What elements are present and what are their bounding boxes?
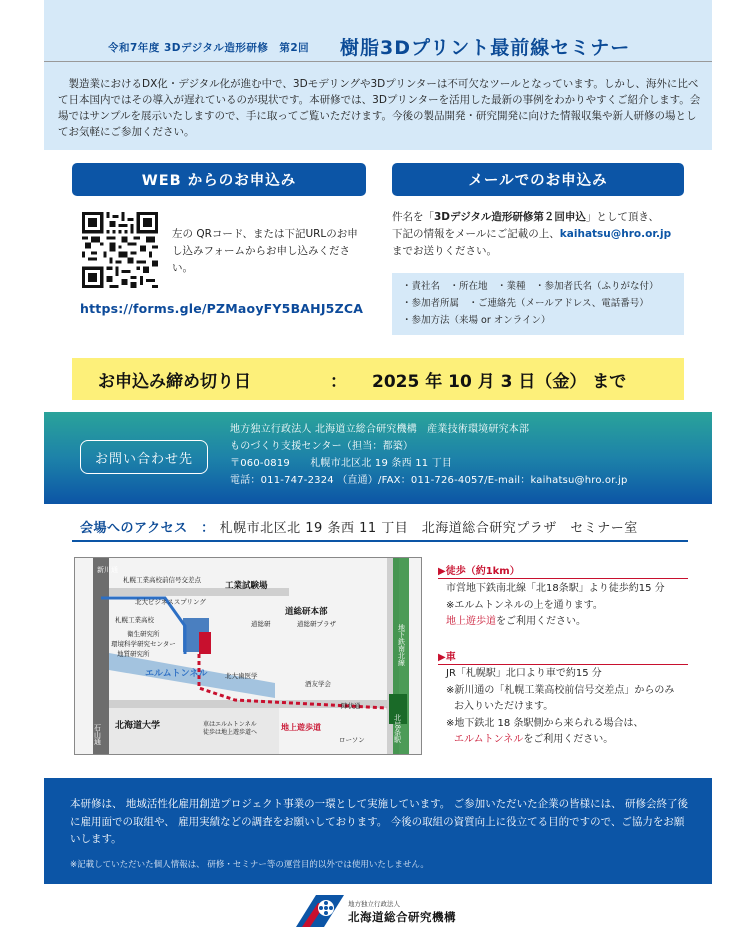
mail-line1-pre: 件名を「 xyxy=(392,211,434,223)
car-tail: をご利用ください。 xyxy=(523,734,614,745)
logo-name: 北海道総合研究機構 xyxy=(348,910,456,924)
car-line: ※地下鉄北 18 条駅側から来られる場合は、 xyxy=(446,717,644,729)
car-line: JR「札幌駅」北口より車で約15 分 xyxy=(446,668,602,679)
mail-line3: までお送りください。 xyxy=(392,245,497,257)
hro-logo-icon xyxy=(296,893,344,929)
deadline-date: 2025 年 10 月 3 日（金） まで xyxy=(372,371,627,392)
header-panel xyxy=(44,0,712,150)
footer-text: 本研修は、 地域活性化雇用創造プロジェクト事業の一環として実施しています。 ご参加いただいた企業の皆様には、 研修会終了後に雇用面での取組や、 雇用実績などの調査をお願いしております。 今後の取組の資質向上に役立てる目的ですので、ご協力をお願いします。 xyxy=(70,798,688,845)
map-label: 地質研究所 xyxy=(117,651,150,658)
walk-line: 市営地下鉄南北線「北18条駅」より徒歩約15 分 xyxy=(446,583,665,594)
map-label: 新川通 xyxy=(97,567,118,574)
map-label: 環境科学研究センター xyxy=(111,641,176,648)
access-label: 会場へのアクセス ： xyxy=(80,521,215,536)
qr-description: 左の QRコード、または下記URLのお申し込みフォームからお申し込みください。 xyxy=(172,228,358,274)
map-label: 道総研本部 xyxy=(285,606,328,616)
walk-tail: をご利用ください。 xyxy=(496,616,586,627)
car-tunnel-name: エルムトンネル xyxy=(454,734,524,745)
contact-details xyxy=(230,421,700,489)
organization-logo xyxy=(296,893,466,931)
mail-subject: 3Dデジタル造形研修第２回申込 xyxy=(434,211,586,223)
map-label: 札幌工業高校前信号交差点 xyxy=(123,577,201,584)
qr-code-icon[interactable] xyxy=(82,212,158,288)
mail-application-heading: メールでのお申込み xyxy=(392,163,684,196)
car-directions xyxy=(446,666,696,749)
mail-instructions xyxy=(392,209,692,260)
building-honbu xyxy=(199,632,211,654)
map-label: 北大ビジネススプリング xyxy=(135,599,206,606)
walk-line: ※エルムトンネルの上を通ります。 xyxy=(446,599,603,611)
required-info-item: ・参加方法（来場 or オンライン） xyxy=(402,315,551,326)
map-label: 北大歯医学 xyxy=(225,673,258,680)
map-label: エルムトンネル xyxy=(145,668,208,678)
intro-paragraph: 製造業におけるDX化・デジタル化が進む中で、3Dモデリングや3Dプリンターは不可欠なツールとなっています。しかし、海外に比べて日本国内ではその導入が遅れているのが現状です。本研修では、3Dプリンターを活用した最新の事例をわかりやすくご紹介します。会場ではサンプルを展示いたしますので、手に取ってご覧いただけます。今後の製品開発・研究開発に向けた情報収集や新人研修の場としてお気軽にご参加ください。 xyxy=(58,78,701,138)
map-label: 地下鉄南北線 xyxy=(397,624,405,666)
mail-line2-pre: 下記の情報をメールにご記載の上、 xyxy=(392,228,560,240)
map-label: 北18条駅 xyxy=(393,714,401,743)
map-label: 陣状通 xyxy=(341,703,361,710)
access-map xyxy=(74,557,422,755)
map-label: 酒友学会 xyxy=(305,681,331,688)
seminar-subtitle: 令和7年度 3Dデジタル造形研修 第2回 xyxy=(108,42,310,54)
venue-address: 札幌市北区北 19 条西 11 丁目 北海道総合研究プラザ セミナー室 xyxy=(219,521,638,536)
map-label: 北海道大学 xyxy=(115,720,161,730)
privacy-note: ※記載していただいた個人情報は、 研修・セミナー等の運営目的以外では使用いたしません。 xyxy=(70,860,429,870)
map-label: 徒歩は地上遊歩道へ xyxy=(203,730,258,736)
car-heading: ▶車 xyxy=(438,648,688,665)
deadline-label: お申込み締め切り日 xyxy=(98,371,251,392)
contact-dept: ものづくり支援センター（担当：都築） xyxy=(230,441,414,452)
deadline-banner xyxy=(72,358,684,400)
logo-subtitle: 地方独立行政法人 xyxy=(348,900,400,908)
walk-directions xyxy=(446,581,696,631)
required-info-item: ・参加者所属 ・ご連絡先（メールアドレス、電話番号） xyxy=(402,298,649,309)
map-label: ローソン xyxy=(339,737,365,744)
map-label: 衛生研究所 xyxy=(127,631,160,638)
walk-heading: ▶徒歩（約1km） xyxy=(438,562,688,579)
map-label: 道総研プラザ xyxy=(297,621,336,628)
map-label: 地上遊歩道 xyxy=(281,723,321,732)
access-heading xyxy=(80,517,638,536)
contact-org: 地方独立行政法人 北海道立総合研究機構 産業技術環境研究本部 xyxy=(230,424,530,435)
car-line: ※新川通の「札幌工業高校前信号交差点」からのみ xyxy=(446,684,675,696)
title-row xyxy=(44,28,712,62)
required-info-item: ・責社名 ・所在地 ・業種 ・参加者氏名（ふりがな付） xyxy=(402,281,659,292)
map-label: 車はエルムトンネル xyxy=(203,722,257,728)
web-application-heading: WEB からのお申込み xyxy=(72,163,366,196)
seminar-title: 樹脂3Dプリント最前線セミナー xyxy=(340,37,631,59)
contact-panel xyxy=(44,412,712,504)
map-label: 道総研 xyxy=(251,621,271,628)
map-label: 石山通 xyxy=(93,724,101,745)
walk-path-name: 地上遊歩道 xyxy=(446,616,496,627)
application-form-link[interactable]: https://forms.gle/PZMaoyFY5BAHJ5ZCA xyxy=(80,301,364,316)
map-label: 工業試験場 xyxy=(225,580,268,590)
contact-address: 〒060-0819 札幌市北区北 19 条西 11 丁目 xyxy=(230,458,453,469)
map-label: 札幌工業高校 xyxy=(115,617,154,624)
divider xyxy=(72,540,688,542)
contact-button[interactable]: お問い合わせ先 xyxy=(80,440,208,474)
mail-line1-post: 」として頂き、 xyxy=(585,211,659,223)
contact-phone-email[interactable]: 電話：011-747-2324 （直通）/FAX：011-726-4057/E-mail：kaihatsu@hro.or.jp xyxy=(230,475,628,486)
car-line: お入りいただけます。 xyxy=(454,701,554,712)
footer-panel xyxy=(44,778,712,884)
mail-address-link[interactable]: kaihatsu@hro.or.jp xyxy=(559,228,672,240)
required-info-box xyxy=(392,273,684,335)
deadline-colon: ： xyxy=(330,371,347,392)
